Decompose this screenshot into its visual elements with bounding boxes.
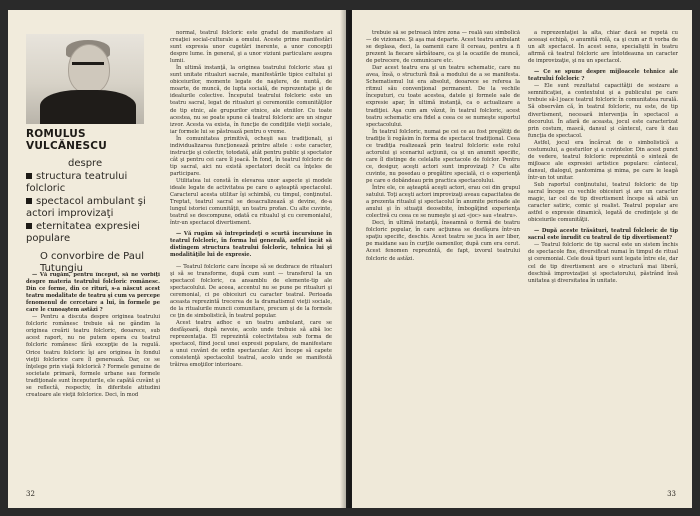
paragraph: Între ele, ce aşteaptă aceşti actori, erau cei din grupul satului. Toţi aceşti actori improvizaţi aveau capacitatea de a prezenta ritualul şi spectacolul în anumite perioade ale anului şi în situaţii deosebite, îmbogăţind experienţa colectivă cu ceea ce se numeşte şi azi «joc» sau «teatru». [366, 185, 520, 220]
topic-3: eternitatea expresiei populare [26, 221, 140, 244]
portrait-body [40, 90, 136, 124]
right-page-column-1 [366, 30, 520, 492]
bullet-square-icon [26, 173, 32, 179]
paragraph: trebuie să se petreacă între zona — reală sau simbolică — de vizionare. Şi aşa mai departe. Acest teatru ambulant se deplasa, deci, la oamenii care îl cereau, pentru a fi prezent la fiecare sărbătoare, ca şi la ocaziile de muncă, de petrecere, de comunicare etc. [366, 30, 520, 65]
paragraph: — Vă rugăm să întreprindeţi o scurtă incursiune în teatrul folcloric, în forma lui generală, astfel încât să distingem structura teatrului folcloric, tehnica lui şi modalităţile lui de expresie. [170, 231, 332, 259]
paragraph: Sub raportul conţinutului, teatrul folcloric de tip sacral începe cu vechile obiceiuri şi are un caracter magic, iar cel de tip divertisment începe să aibă un caracter satiric, comic şi realist. Teatrul popular are astfel o expresie dinamică, legată de credinţele şi de obiceiurile comunităţii. [528, 181, 678, 224]
paragraph: Deci, în ultimă instanţă, înseamnă o formă de teatru folcloric popular, în care acţiunea se desfăşura într-un spaţiu specific, deschis. Acest teatru se juca în aer liber, pe maidane sau în curţile oamenilor, după cum era cerut. Acest fenomen reprezintă, de fapt, izvorul teatrului folcloric de astăzi. [366, 220, 520, 262]
right-page [352, 10, 692, 508]
article-title-block [26, 128, 150, 275]
page-number-left: 32 [26, 490, 35, 498]
left-page [8, 10, 346, 508]
right-page-column-2 [528, 30, 678, 492]
topic-2: spectacol ambulant şi actori improvizaţi [26, 196, 146, 219]
author-name: ROMULUS VULCĂNESCU [26, 128, 107, 152]
left-page-column-2 [170, 30, 332, 492]
topic-1: structura teatrului folcloric [26, 171, 128, 194]
paragraph: — Ce se spune despre mijloacele tehnice ale teatrului folcloric ? [528, 69, 678, 83]
paragraph: normal, teatrul folcloric este gradul de manifestare al creaţiei social-culturale a omului. Aceste prime manifestări sunt expresia unor cugetări inerente, a unor concepţii despre lume. în general, şi a unor viziuni particulare asupra lumii. [170, 30, 332, 65]
paragraph: Acest teatru adhoc e un teatru ambulant, care se desfăşoară, după nevoie, acolo unde trebuie să aibă loc reprezentaţia. El reprezintă colectivitatea sub forma de spectacol, fiind jocul unei expresii populare, de manifestare a unui cuvânt de ordin spectacular. Aici începe să capete consistenţă spectacolul teatral, acolo unde se manifestă trăirea emoţiilor interioare. [170, 319, 332, 369]
paragraph: — Vă rugăm, pentru început, să ne vorbiţi despre materia teatrului folcloric românesc. Din ce forme, din ce rituri, s-a născut acest teatru modalitate de teatru şi cum va percepe fenomenul de cercetare a lui, în formele pe care le cunoaştem astăzi ? [26, 272, 160, 314]
page-number-right: 33 [667, 490, 676, 498]
paragraph: Dar acest teatru era şi un teatru schematic, care nu avea, însă, o structură fixă a modului de a se manifesta. Schematismul lui era absolut, deoarece se referea la ritmul său convenţional permanent. De la vechile începuturi, cu toate acestea, datele şi formele sale de expresie apar, în ultimă instanţă, ca o actualizare a tradiţiei. Aşa cum am văzut, în teatrul folcloric, acest teatru schematic era fidel a ceea ce se numeşte suportul spectacolului. [366, 65, 520, 128]
paragraph: — După aceste trăsături, teatrul folcloric de tip sacral este înrudit cu teatrul de tip divertisment? [528, 228, 678, 242]
paragraph: Utilitatea lui constă în elevarea unor aspecte şi modele ideale legate de activitatea pe care o aşteaptă spectacolul. Caracterul acesta utilitar îşi schimbă, cu timpul, conţinutul. Treptat, teatrul sacral se desacralizează şi devine, de-a lungul istoriei comunităţii, un teatru profan. Cu alte cuvinte, teatrul se descompune, odată cu ritualul şi cu ceremonialul, într-un spectacol divertisment. [170, 177, 332, 227]
paragraph: În ultimă instanţă, la originea teatrului folcloric stau şi sunt unitate ritualuri sacrale, manifestările tipice cultului şi obiceiurilor, momente legate de naştere, de nuntă, de moarte, de muncă, de lupta socială, de reprezentaţie şi de idealurile colective. Începutul teatrului folcloric este un teatru sacral, legat de ritualuri şi ceremoniile comunităţilor de tip etnic, ale grupurilor etnice, ale etniilor. Cu toate acestea, nu se poate spune că teatrul folcloric are un singur izvor. Acesta va exista, în funcţie de condiţiile vieţii sociale, iar formele lui se păstrează pentru o vreme. [170, 65, 332, 135]
conversation-credit: O convorbire de Paul Tutungiu [40, 251, 145, 274]
bullet-square-icon [26, 198, 32, 204]
left-page-column-1 [26, 272, 160, 492]
paragraph: — Pentru a discuta despre originea teatrului folcloric românesc trebuie să ne gândim la originea creării teatru folcloric, deoarece, sub acest raport, nu ne putem opera cu teatrul folcloric românesc fără excepţie de la regulă. Orice teatru folcloric îşi are originea în fondul vieţii folclorice care îl generează. Dar, ce se înţelege prin viaţă folclorică ? Formele genuine de societate primară, formele urbane sau formele tradiţionale sunt începuturile, ele capătă cuvânt şi se reflectă, respectiv, în diferitele atitudini creatoare ale vieţii folclorice. Deci, în mod [26, 314, 160, 398]
paragraph: — Teatrul folcloric care începe să se dezbrace de ritualuri şi să se transforme, după cum sunt — transferul la un spectacol folcloric, ca ansamblu de elemente-tip ale spectacolului. De aceea, accentul nu se pune pe ritualuri şi ceremonial, ci pe obiceiuri cu caracter teatral. Perioada aceasta reprezintă trecerea de la dramatismul vieţii sociale, de la ritualurile muncii comunitare, precum şi de la formele ce ţin de simbolistică, în teatrul popular. [170, 263, 332, 319]
portrait-glasses [72, 62, 104, 73]
paragraph: Astfel, jocul era încărcat de o simbolistică a costumului, a gesturilor şi a cuvintelor. Din acest punct de vedere, teatrul folcloric reprezintă o sinteză de mijloace ale expresiei artistice populare: cântecul, dansul, dialogul, pantomima şi mima, pe care le leagă într-un tot unitar. [528, 139, 678, 181]
author-portrait [26, 34, 144, 124]
paragraph: — Ele sunt rezultatul capacităţii de sesizare a semnificaţiei, a contextului şi a publicului pe care trebuie să-l joace teatrul folcloric în comunitatea rurală. Să observăm că, în teatrul folcloric, nu este, de tip divertisment, necesară intervenţia în spectacol a decorului. În afară de aceasta, jocul este caracterizat prin costum, mască, dansul şi cântecul, care îi dau funcţia de spectacol. [528, 83, 678, 139]
paragraph: În comunitatea primitivă, ocheşii sau tradiţionali, şi individualizarea funcţionează printre altele : este caracter, instrucţie şi colectiv, totodată, atât pentru public şi spectator cât şi pentru cei care îl joacă. În fond, în teatrul folcloric de tip sacral, aici nu există spectatori decât ca înţeles de participare. [170, 135, 332, 177]
paragraph: — Teatrul folcloric de tip sacral este un sistem închis de spectacole fixe, diversificat numai în timpul de ritual şi ceremonial. Cele două tipuri sunt legate între ele, dar cel de tip divertisment are o structură mai liberă, deschisă improvizaţiei şi spectatorului, păstrând însă unitatea şi diversitatea în unitate. [528, 242, 678, 284]
paragraph: a reprezentaţiei la alta, chiar dacă se repetă cu aceeaşi echipă, o anumită rolă, ca şi cum ar fi vorba de un alt spectacol. În acest sens, specialiştii în teatru afirmă că teatrul folcloric are întotdeauna un caracter de improvizaţie, şi nu un spectacol. [528, 30, 678, 65]
paragraph: În teatrul folcloric, numai pe cei ce au fost pregătiţi de tradiţie îi regăsim în forma de spectacol tradiţional. Ceea ce tradiţia realizează prin teatrul folcloric este rolul actorului şi scenariul acţiunii, ca şi un anumit specific, care îl distinge de celelalte spectacole de folclor. Pentru ce, desigur, aceşti actori sunt improvizaţi ? Cu alte cuvinte, nu posedau o pregătire specială, ci o experienţă pe care o dobândeau prin practica spectacolului. [366, 128, 520, 184]
despre-label: despre [68, 158, 103, 169]
bullet-square-icon [26, 223, 32, 229]
